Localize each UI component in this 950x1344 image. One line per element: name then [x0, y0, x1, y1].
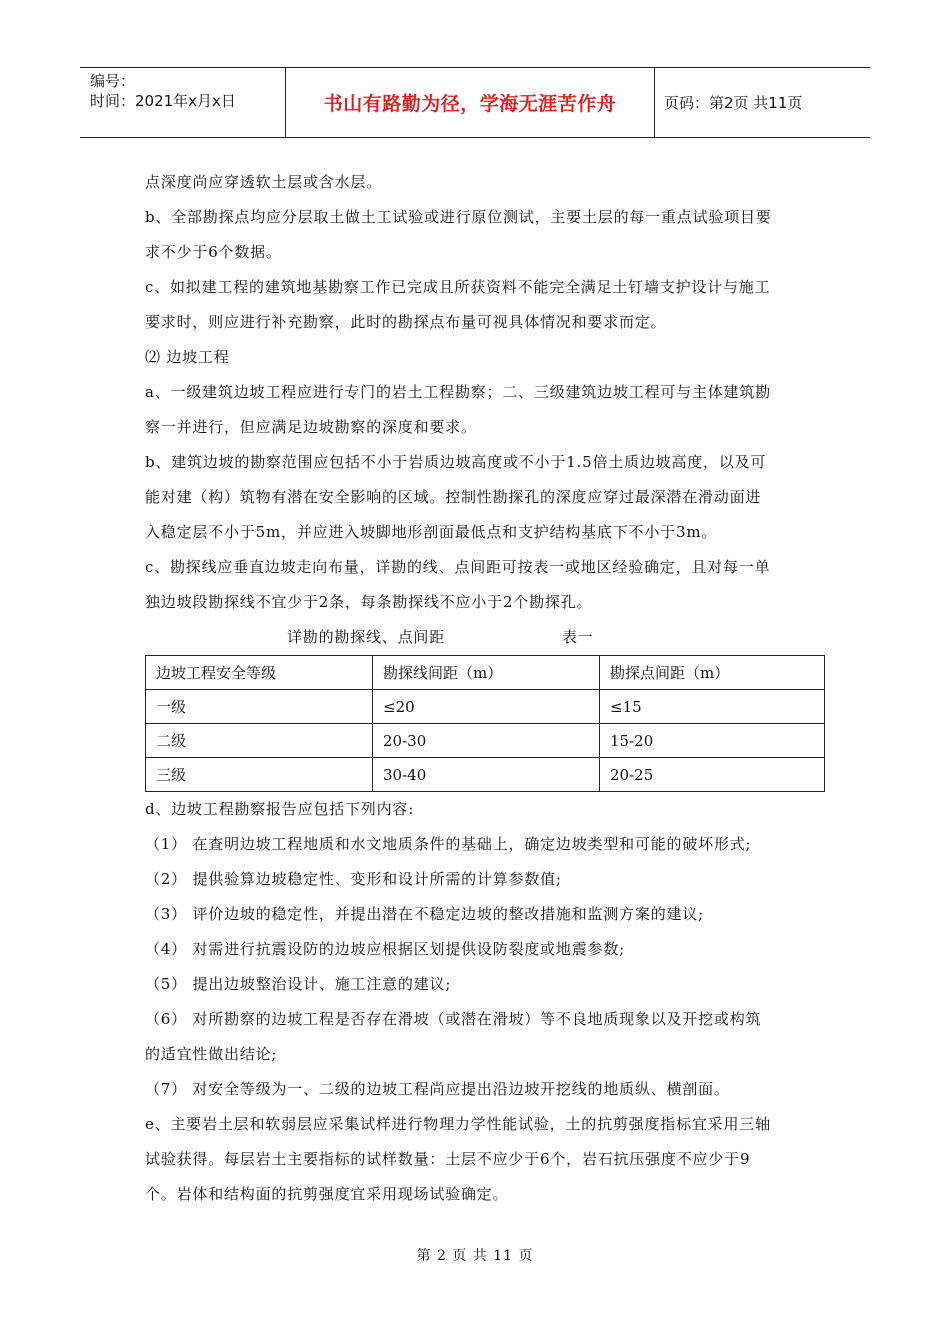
- text-line: d、边坡工程勘察报告应包括下列内容:: [145, 800, 415, 818]
- spacing-table: [145, 655, 825, 792]
- table-row: [146, 758, 825, 792]
- table-cell: 一级: [146, 690, 373, 724]
- page-footer: 第 2 页 共 11 页: [416, 1248, 534, 1264]
- header-page-number: 页码：第2页 共11页: [664, 94, 803, 112]
- section-heading: ⑵ 边坡工程: [145, 348, 230, 366]
- table-caption-title: 详勘的勘探线、点间距: [287, 628, 446, 646]
- text-line: 能对建（构）筑物有潜在安全影响的区域。控制性勘探孔的深度应穿过最深潜在滑动面进: [145, 488, 762, 506]
- text-line: b、建筑边坡的勘察范围应包括不小于岩质边坡高度或不小于1.5倍土质边坡高度，以及可: [145, 453, 767, 471]
- table-cell: 30-40: [373, 758, 600, 792]
- text-line: 试验获得。每层岩土主要指标的试样数量：土层不应少于6个，岩石抗压强度不应少于9: [145, 1150, 751, 1168]
- paragraph-block-after-table: [145, 792, 825, 1212]
- table-header-row: [146, 656, 825, 690]
- text-line: a、一级建筑边坡工程应进行专门的岩土工程勘察；二、三级建筑边坡工程可与主体建筑勘: [145, 383, 771, 401]
- table-header-cell: 边坡工程安全等级: [146, 656, 373, 690]
- text-line: 的适宜性做出结论;: [145, 1045, 278, 1063]
- document-body: [145, 165, 825, 1212]
- table-cell: ≤20: [373, 690, 600, 724]
- text-line: e、主要岩土层和软弱层应采集试样进行物理力学性能试验，土的抗剪强度指标宜采用三轴: [145, 1115, 771, 1133]
- text-line: 个。岩体和结构面的抗剪强度宜采用现场试验确定。: [145, 1185, 509, 1203]
- table-row: [146, 724, 825, 758]
- list-item: （1） 在查明边坡工程地质和水文地质条件的基础上，确定边坡类型和可能的破坏形式;: [145, 835, 752, 853]
- table-cell: 20-25: [600, 758, 825, 792]
- text-line: 求不少于6个数据。: [145, 243, 282, 261]
- table-cell: 三级: [146, 758, 373, 792]
- paragraph-block-before-table: [145, 165, 825, 620]
- table-caption-number: 表一: [562, 628, 594, 646]
- page-header: [80, 67, 870, 138]
- list-item: （6） 对所勘察的边坡工程是否存在滑坡（或潜在滑坡）等不良地质现象以及开挖或构筑: [145, 1010, 762, 1028]
- header-motto: 书山有路勤为径，学海无涯苦作舟: [323, 93, 617, 115]
- list-item: （3） 评价边坡的稳定性，并提出潜在不稳定边坡的整改措施和监测方案的建议;: [145, 905, 704, 923]
- text-line: 入稳定层不小于5m，并应进入坡脚地形剖面最低点和支护结构基底下不小于3m。: [145, 523, 718, 541]
- list-item: （5） 提出边坡整治设计、施工注意的建议;: [145, 975, 452, 993]
- document-code-label: 编号：: [90, 72, 136, 90]
- table-caption: [145, 620, 825, 655]
- text-line: 独边坡段勘探线不宜少于2条，每条勘探线不应小于2个勘探孔。: [145, 593, 593, 611]
- text-line: 要求时，则应进行补充勘察，此时的勘探点布量可视具体情况和要求而定。: [145, 313, 667, 331]
- list-item: （7） 对安全等级为一、二级的边坡工程尚应提出沿边坡开挖线的地质纵、横剖面。: [145, 1080, 730, 1098]
- text-line: c、勘探线应垂直边坡走向布量，详勘的线、点间距可按表一或地区经验确定，且对每一单: [145, 558, 771, 576]
- table-row: [146, 690, 825, 724]
- table-cell: 20-30: [373, 724, 600, 758]
- text-line: b、全部勘探点均应分层取土做土工试验或进行原位测试，主要土层的每一重点试验项目要: [145, 208, 772, 226]
- header-meta: [90, 71, 280, 111]
- text-line: 点深度尚应穿透软土层或含水层。: [145, 173, 383, 191]
- list-item: （2） 提供验算边坡稳定性、变形和设计所需的计算参数值;: [145, 870, 562, 888]
- document-date-label: 时间：2021年x月x日: [90, 92, 236, 110]
- table-cell: 二级: [146, 724, 373, 758]
- table-header-cell: 勘探点间距（m）: [600, 656, 825, 690]
- text-line: c、如拟建工程的建筑地基勘察工作已完成且所获资料不能完全满足土钉墙支护设计与施工: [145, 278, 771, 296]
- text-line: 察一并进行，但应满足边坡勘察的深度和要求。: [145, 418, 477, 436]
- list-item: （4） 对需进行抗震设防的边坡应根据区划提供设防裂度或地震参数;: [145, 940, 625, 958]
- table-cell: ≤15: [600, 690, 825, 724]
- table-cell: 15-20: [600, 724, 825, 758]
- header-divider-right: [654, 68, 655, 137]
- table-header-cell: 勘探线间距（m）: [373, 656, 600, 690]
